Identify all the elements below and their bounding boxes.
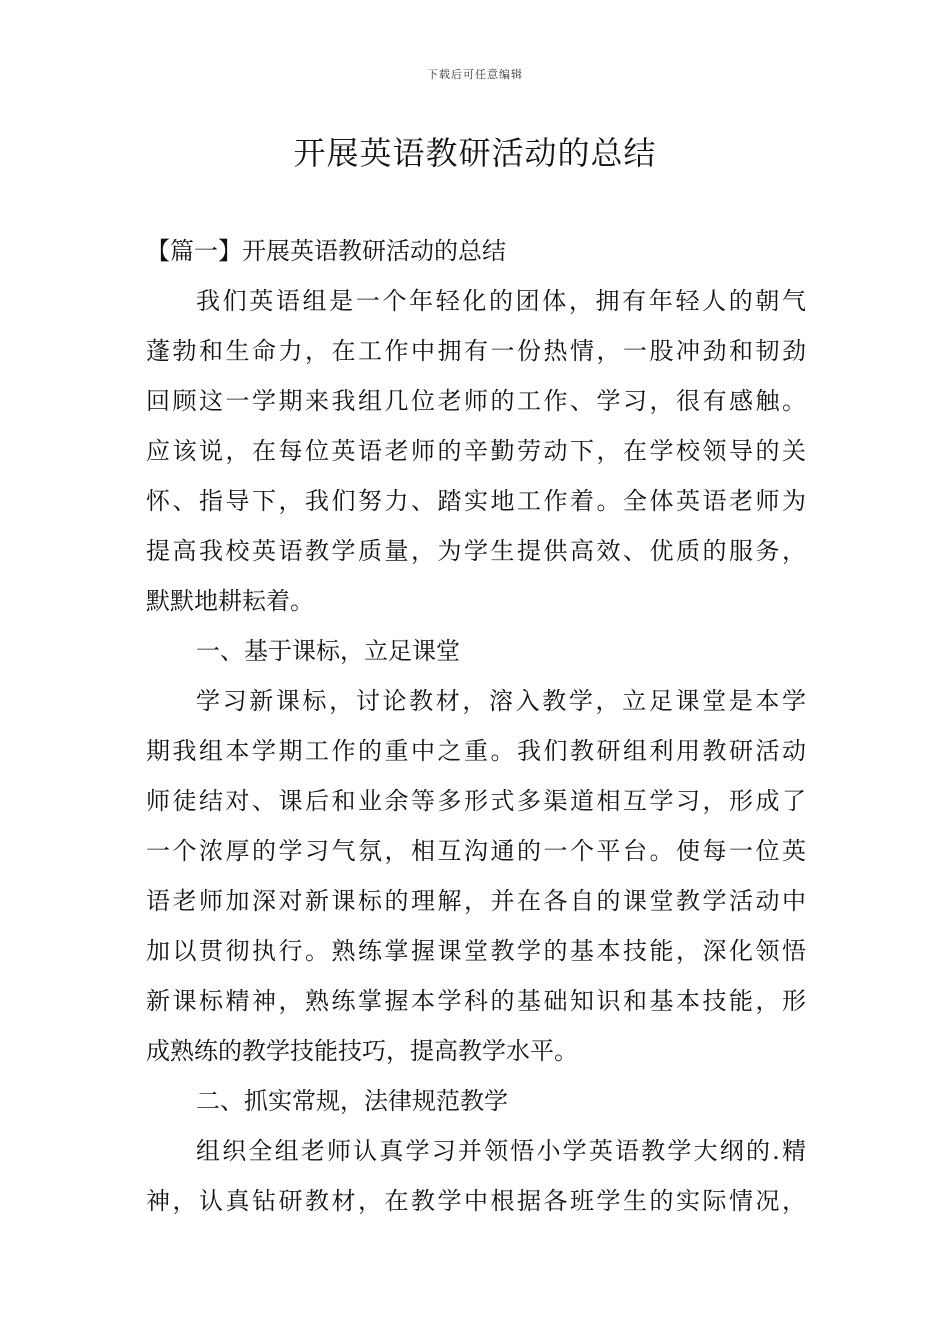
section-heading: 【篇一】开展英语教研活动的总结 — [146, 237, 506, 265]
paragraph-line: 一个浓厚的学习气氛，相互沟通的一个平台。使每一位英 — [146, 837, 806, 865]
paragraph-line: 新课标精神，熟练掌握本学科的基础知识和基本技能，形 — [146, 987, 806, 1015]
paragraph-line: 学习新课标，讨论教材，溶入教学，立足课堂是本学 — [196, 687, 806, 715]
paragraph-line: 加以贯彻执行。熟练掌握课堂教学的基本技能，深化领悟 — [146, 937, 806, 965]
paragraph-line: 师徒结对、课后和业余等多形式多渠道相互学习，形成了 — [146, 787, 806, 815]
paragraph-line: 蓬勃和生命力，在工作中拥有一份热情，一股冲劲和韧劲 — [146, 337, 806, 365]
paragraph-line: 神，认真钻研教材，在教学中根据各班学生的实际情况， — [146, 1187, 806, 1215]
paragraph-line: 应该说，在每位英语老师的辛勤劳动下，在学校领导的关 — [146, 437, 806, 465]
subsection-heading: 二、抓实常规，法律规范教学 — [196, 1087, 508, 1115]
paragraph-line: 组织全组老师认真学习并领悟小学英语教学大纲的.精 — [196, 1137, 806, 1165]
subsection-heading: 一、基于课标，立足课堂 — [196, 637, 460, 665]
paragraph-line: 怀、指导下，我们努力、踏实地工作着。全体英语老师为 — [146, 487, 806, 515]
paragraph-line: 回顾这一学期来我组几位老师的工作、学习，很有感触。 — [146, 387, 806, 415]
document-body — [146, 226, 806, 1226]
paragraph-line: 默默地耕耘着。 — [146, 587, 314, 615]
paragraph-line: 期我组本学期工作的重中之重。我们教研组利用教研活动 — [146, 737, 806, 765]
paragraph-line: 提高我校英语教学质量，为学生提供高效、优质的服务， — [146, 537, 806, 565]
paragraph-line: 成熟练的教学技能技巧，提高教学水平。 — [146, 1037, 578, 1065]
paragraph-line: 我们英语组是一个年轻化的团体，拥有年轻人的朝气 — [196, 287, 806, 315]
page-title: 开展英语教研活动的总结 — [293, 134, 657, 172]
header-note: 下载后可任意编辑 — [427, 68, 523, 81]
paragraph-line: 语老师加深对新课标的理解，并在各自的课堂教学活动中 — [146, 887, 806, 915]
